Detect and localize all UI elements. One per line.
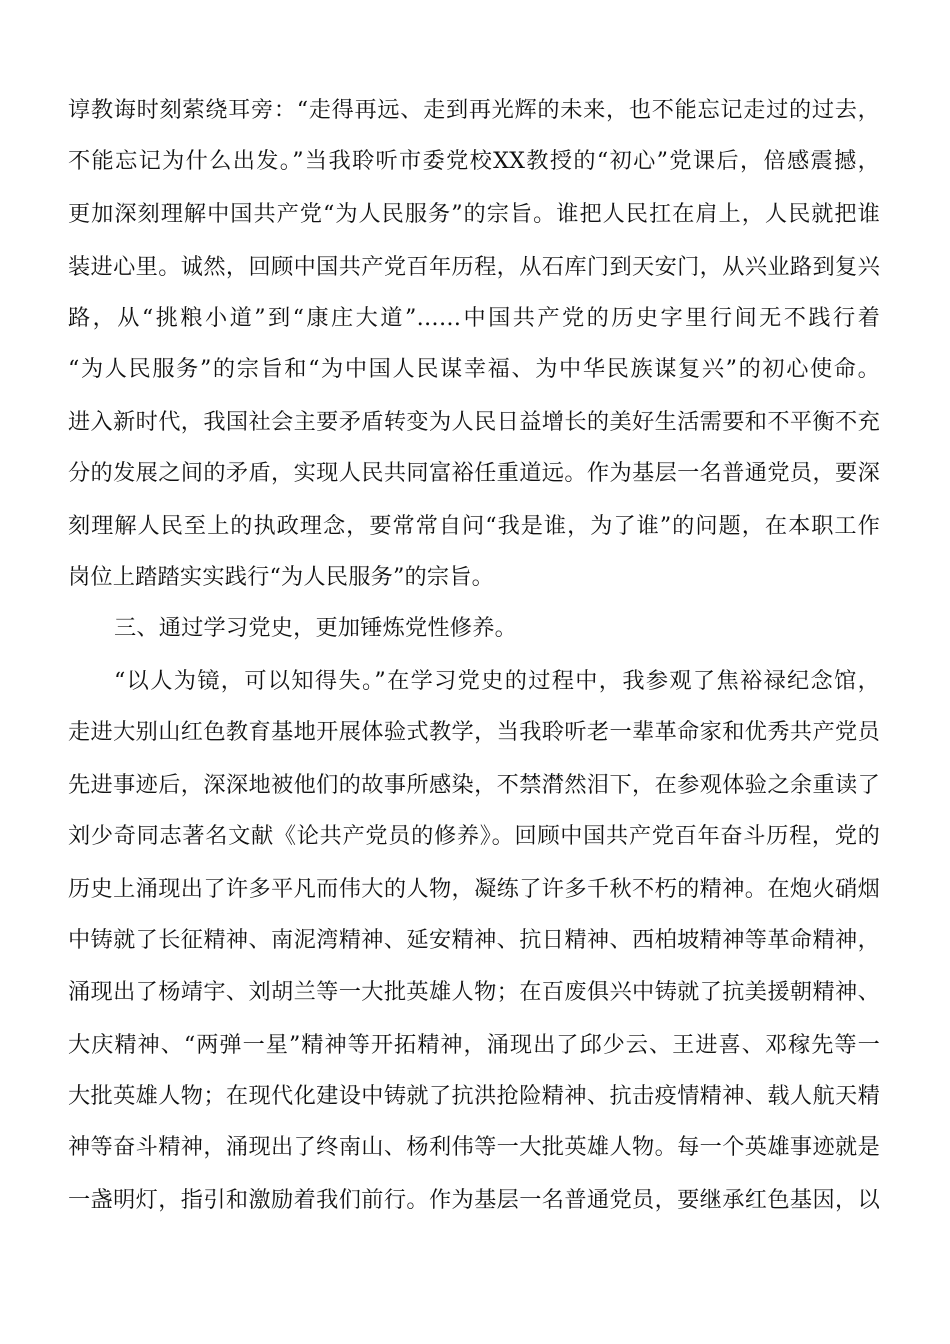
text-line: 进入新时代，我国社会主要矛盾转变为人民日益增长的美好生活需要和不平衡不充 (68, 409, 880, 435)
text-line: 刘少奇同志著名文献《论共产党员的修养》。回顾中国共产党百年奋斗历程，党的 (68, 823, 880, 849)
text-line: 分的发展之间的矛盾，实现人民共同富裕任重道远。作为基层一名普通党员，要深 (68, 460, 880, 486)
text-line: “为人民服务”的宗旨和“为中国人民谋幸福、为中华民族谋复兴”的初心使命。 (68, 356, 880, 382)
section-heading: 三、通过学习党史，更加锤炼党性修养。 (114, 615, 517, 641)
text-line: 中铸就了长征精神、南泥湾精神、延安精神、抗日精神、西柏坡精神等革命精神， (68, 927, 880, 953)
text-line: 更加深刻理解中国共产党“为人民服务”的宗旨。谁把人民扛在肩上，人民就把谁 (68, 201, 880, 227)
text-line: 刻理解人民至上的执政理念，要常常自问“我是谁，为了谁”的问题，在本职工作 (68, 513, 880, 539)
text-line: 路，从“挑粮小道”到“康庄大道”……中国共产党的历史字里行间无不践行着 (68, 305, 880, 331)
text-line: 不能忘记为什么出发。”当我聆听市委党校XX教授的“初心”党课后，倍感震撼， (68, 148, 880, 174)
text-line: 神等奋斗精神，涌现出了终南山、杨利伟等一大批英雄人物。每一个英雄事迹就是 (68, 1134, 880, 1160)
text-line: 谆教诲时刻萦绕耳旁：“走得再远、走到再光辉的未来，也不能忘记走过的过去， (68, 97, 880, 123)
text-line: 历史上涌现出了许多平凡而伟大的人物，凝练了许多千秋不朽的精神。在炮火硝烟 (68, 876, 880, 902)
text-line: 走进大别山红色教育基地开展体验式教学，当我聆听老一辈革命家和优秀共产党员 (68, 719, 880, 745)
text-line: 一盏明灯，指引和激励着我们前行。作为基层一名普通党员，要继承红色基因，以 (68, 1187, 880, 1213)
text-line: 岗位上踏踏实实践行“为人民服务”的宗旨。 (68, 564, 495, 590)
text-line: 大庆精神、“两弹一星”精神等开拓精神，涌现出了邱少云、王进喜、邓稼先等一 (68, 1032, 880, 1058)
text-line: 装进心里。诚然，回顾中国共产党百年历程，从石库门到天安门，从兴业路到复兴 (68, 254, 880, 280)
text-line: 大批英雄人物；在现代化建设中铸就了抗洪抢险精神、抗击疫情精神、载人航天精 (68, 1083, 880, 1109)
text-line: 先进事迹后，深深地被他们的故事所感染，不禁潸然泪下，在参观体验之余重读了 (68, 772, 880, 798)
text-line: 涌现出了杨靖宇、刘胡兰等一大批英雄人物；在百废俱兴中铸就了抗美援朝精神、 (68, 979, 880, 1005)
text-line: “以人为镜，可以知得失。”在学习党史的过程中，我参观了焦裕禄纪念馆， (114, 668, 880, 694)
